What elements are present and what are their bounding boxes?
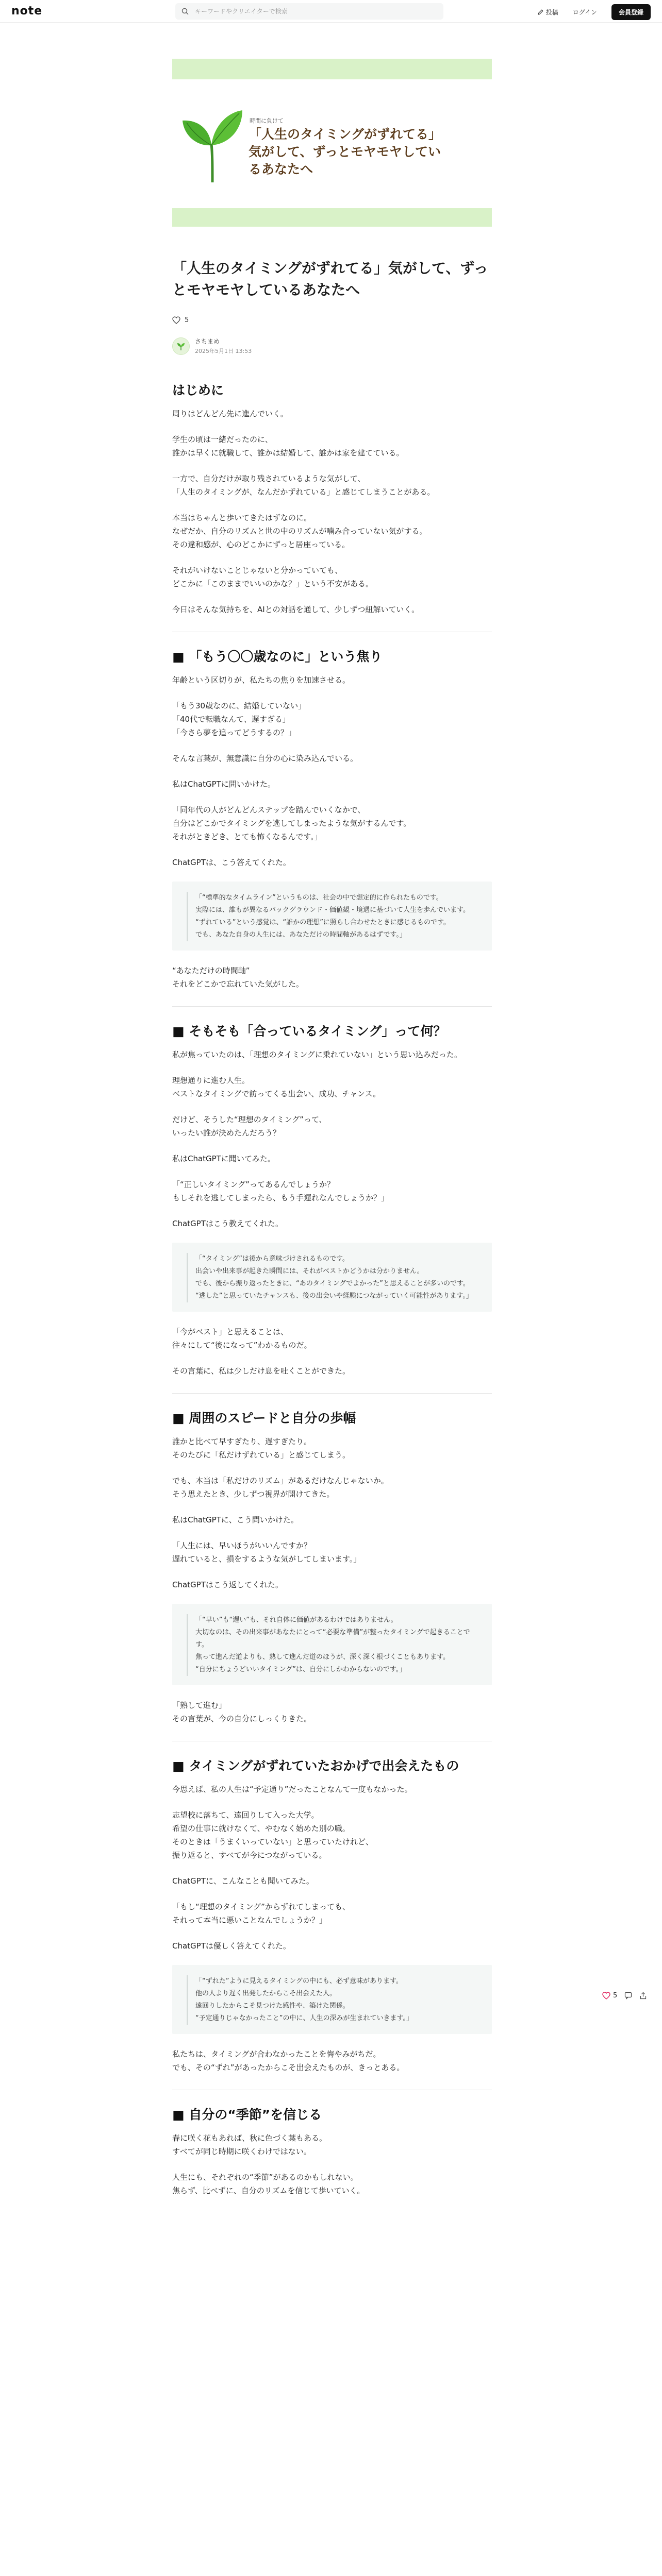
paragraph-line: そう思えたとき、少しずつ視界が開けてきた。 bbox=[172, 1489, 335, 1499]
paragraph-line: そのたびに「私だけずれている」と感じてしまう。 bbox=[172, 1450, 351, 1460]
paragraph-line: そんな言葉が、無意識に自分の心に染み込んでいる。 bbox=[172, 754, 358, 763]
quote-line: 「“タイミング”は後から意味づけされるものです。 bbox=[195, 1255, 349, 1263]
sprout-avatar-icon bbox=[176, 342, 186, 351]
note-logo[interactable]: note bbox=[11, 5, 43, 18]
paragraph bbox=[172, 433, 492, 460]
signup-button[interactable]: 会員登録 bbox=[611, 4, 651, 20]
paragraph-line: どこかに「このままでいいのかな？」という不安がある。 bbox=[172, 579, 374, 588]
paragraph bbox=[172, 673, 492, 687]
paragraph bbox=[172, 1539, 492, 1566]
paragraph-line: 「今がベスト」と思えることは、 bbox=[172, 1327, 289, 1336]
paragraph bbox=[172, 1325, 492, 1352]
paragraph bbox=[172, 1074, 492, 1100]
paragraph-line: “あなただけの時間軸” bbox=[172, 966, 250, 975]
paragraph-line: 人生にも、それぞれの“季節”があるのかもしれない。 bbox=[172, 2173, 358, 2182]
paragraph bbox=[172, 1808, 492, 1862]
paragraph-line: 「40代で転職なんて、遅すぎる」 bbox=[172, 715, 290, 724]
paragraph-line: それがときどき、とても怖くなるんです。」 bbox=[172, 832, 322, 841]
section-heading: ■ 自分の“季節”を信じる bbox=[172, 2107, 322, 2122]
section-heading: ■ そもそも「合っているタイミング」って何？ bbox=[172, 1024, 446, 1039]
paragraph-line: そのときは「うまくいっていない」と思っていたけれど、 bbox=[172, 1837, 374, 1846]
ai-quote-block bbox=[172, 1243, 492, 1312]
paragraph-line: 志望校に落ちて、遠回りして入った大学。 bbox=[172, 1810, 319, 1820]
share-icon[interactable] bbox=[639, 1992, 647, 1999]
author-info[interactable] bbox=[172, 337, 252, 355]
quote-line: “自分にちょうどいいタイミング”は、自分にしかわからないのです。」 bbox=[195, 1666, 406, 1673]
paragraph bbox=[172, 1152, 492, 1165]
search-input[interactable] bbox=[194, 7, 423, 15]
paragraph-line: その言葉が、今の自分にしっくりきた。 bbox=[172, 1714, 312, 1723]
hero-quote-line: るあなたへ bbox=[249, 161, 313, 177]
quote-line: 「“早い”も“遅い”も、それ自体に価値があるわけではありません。 bbox=[195, 1616, 398, 1624]
paragraph-line: 年齢という区切りが、私たちの焦りを加速させる。 bbox=[172, 675, 351, 685]
paragraph bbox=[172, 472, 492, 499]
quote-line: 出会いや出来事が起きた瞬間には、それがベストかどうかは分かりません。 bbox=[195, 1267, 424, 1275]
paragraph-line: その言葉に、私は少しだけ息を吐くことができた。 bbox=[172, 1366, 351, 1376]
paragraph-line: それをどこかで忘れていた気がした。 bbox=[172, 979, 304, 989]
paragraph bbox=[172, 1113, 492, 1140]
quote-line: 「“ずれた”ように見えるタイミングの中にも、必ず意味があります。 bbox=[195, 1977, 403, 1985]
section-heading: はじめに bbox=[172, 383, 224, 398]
paragraph-line: 「同年代の人がどんどんステップを踏んでいくなかで、 bbox=[172, 805, 366, 815]
paragraph bbox=[172, 1578, 492, 1591]
blockquote bbox=[187, 1975, 477, 2025]
paragraph bbox=[172, 1874, 492, 1888]
paragraph-line: 希望の仕事に就けなくて、やむなく始めた別の職。 bbox=[172, 1824, 350, 1833]
paragraph-line: 自分はどこかでタイミングを逃してしまったような気がするんです。 bbox=[172, 819, 411, 828]
quote-line: “予定通りじゃなかったこと”の中に、人生の深みが生まれていきます。」 bbox=[195, 2014, 413, 2022]
like-count: 5 bbox=[185, 316, 189, 324]
paragraph-line: 誰かと比べて早すぎたり、遅すぎたり。 bbox=[172, 1437, 312, 1446]
paragraph-line: 「人生のタイミングが、なんだかずれている」と感じてしまうことがある。 bbox=[172, 487, 435, 497]
post-label: 投稿 bbox=[545, 9, 558, 16]
paragraph-line: 春に咲く花もあれば、秋に色づく葉もある。 bbox=[172, 2133, 327, 2143]
hero-top-band bbox=[172, 59, 492, 79]
like-button[interactable] bbox=[172, 316, 189, 324]
paragraph bbox=[172, 777, 492, 791]
blockquote bbox=[187, 1253, 477, 1302]
section-heading: ■ 「もう〇〇歳なのに」という焦り bbox=[172, 649, 383, 664]
paragraph bbox=[172, 699, 492, 739]
hero-quote-line: 「人生のタイミングがずれてる」 bbox=[249, 127, 442, 142]
blockquote bbox=[187, 892, 477, 941]
paragraph-line: もしそれを逃してしまったら、もう手遅れなんでしょうか？」 bbox=[172, 1193, 389, 1202]
paragraph-line: 「今さら夢を追ってどうするの？」 bbox=[172, 728, 296, 737]
login-button[interactable]: ログイン bbox=[566, 5, 604, 20]
quote-line: 大切なのは、その出来事があなたにとって“必要な準備”が整ったタイミングで起きることです。 bbox=[195, 1629, 470, 1649]
paragraph-line: 一方で、自分だけが取り残されているような気がして、 bbox=[172, 474, 366, 483]
ai-quote-block bbox=[172, 1604, 492, 1685]
post-button[interactable] bbox=[537, 8, 558, 16]
paragraph-line: 周りはどんどん先に進んでいく。 bbox=[172, 409, 288, 418]
paragraph-line: それって本当に悪いことなんでしょうか？」 bbox=[172, 1916, 327, 1925]
paragraph bbox=[172, 1364, 492, 1378]
pencil-icon bbox=[537, 9, 544, 15]
paragraph-line: 私が焦っていたのは、「理想のタイミングに乗れていない」という思い込みだった。 bbox=[172, 1050, 462, 1059]
sprout-icon bbox=[181, 105, 243, 182]
paragraph bbox=[172, 1048, 492, 1061]
paragraph-line: 私はChatGPTに聞いてみた。 bbox=[172, 1154, 275, 1163]
comment-icon[interactable] bbox=[624, 1992, 632, 1999]
float-like-button[interactable] bbox=[602, 1992, 617, 1999]
paragraph-line: 学生の頃は一緒だったのに、 bbox=[172, 435, 273, 444]
quote-line: でも、あなた自身の人生には、あなただけの時間軸があるはずです。」 bbox=[195, 931, 406, 939]
paragraph-line: その違和感が、心のどこかにずっと居座っている。 bbox=[172, 540, 350, 549]
quote-line: “ずれている”という感覚は、“誰かの理想”に照らし合わせたときに感じるものです。 bbox=[195, 919, 450, 926]
paragraph-line: いったい誰が決めたんだろう？ bbox=[172, 1128, 281, 1138]
hero-quote bbox=[249, 126, 483, 178]
hero-quote-line: 気がして、ずっとモヤモヤしてい bbox=[249, 144, 441, 159]
paragraph-line: ベストなタイミングで訪ってくる出会い、成功、チャンス。 bbox=[172, 1089, 380, 1098]
article-title: 「人生のタイミングがずれてる」気がして、ずっとモヤモヤしているあなたへ bbox=[172, 260, 488, 298]
paragraph-line: すべてが同じ時期に咲くわけではない。 bbox=[172, 2147, 311, 2156]
paragraph bbox=[172, 564, 492, 590]
paragraph-line: 理想通りに進む人生。 bbox=[172, 1076, 250, 1085]
paragraph-line: でも、その“ずれ”があったからこそ出会えたものが、きっとある。 bbox=[172, 2063, 405, 2072]
avatar[interactable] bbox=[172, 337, 190, 355]
paragraph-line: でも、本当は「私だけのリズム」があるだけなんじゃないか。 bbox=[172, 1476, 389, 1485]
quote-line: “逃した”と思っていたチャンスも、後の出会いや経験につながっていく可能性があります。」 bbox=[195, 1292, 473, 1300]
paragraph bbox=[172, 1900, 492, 1927]
ai-quote-block bbox=[172, 882, 492, 951]
paragraph-line: 本当はちゃんと歩いてきたはずなのに。 bbox=[172, 513, 312, 522]
ai-quote-block bbox=[172, 1965, 492, 2034]
paragraph-line: ChatGPTはこう返してくれた。 bbox=[172, 1580, 283, 1589]
hero-bottom-band bbox=[172, 208, 492, 227]
paragraph bbox=[172, 964, 492, 991]
paragraph-line: ChatGPTに、こんなことも聞いてみた。 bbox=[172, 1876, 314, 1886]
paragraph bbox=[172, 1217, 492, 1230]
paragraph-line: ChatGPTは優しく答えてくれた。 bbox=[172, 1941, 291, 1951]
paragraph-line: 今日はそんな気持ちを、AIとの対話を通して、少しずつ紐解いていく。 bbox=[172, 605, 420, 614]
search-icon bbox=[181, 8, 189, 15]
paragraph bbox=[172, 2131, 492, 2158]
paragraph-line: だけど、そうした“理想のタイミング”って、 bbox=[172, 1115, 327, 1124]
quote-line: 他の人より遅く出発したからこそ出会えた人。 bbox=[195, 1990, 337, 1997]
paragraph bbox=[172, 1939, 492, 1953]
paragraph bbox=[172, 752, 492, 765]
paragraph-line: 私はChatGPTに、こう問いかけた。 bbox=[172, 1515, 299, 1524]
section-heading: ■ タイミングがずれていたおかげで出会えたもの bbox=[172, 1758, 459, 1773]
paragraph bbox=[172, 1435, 492, 1462]
float-like-count: 5 bbox=[613, 1992, 618, 1999]
heart-icon bbox=[602, 1992, 610, 1999]
paragraph bbox=[172, 1178, 492, 1205]
header-image bbox=[172, 59, 492, 227]
paragraph bbox=[172, 2047, 492, 2074]
paragraph-line: 「人生には、早いほうがいいんですか？ bbox=[172, 1541, 312, 1550]
paragraph-line: 焦らず、比べずに、自分のリズムを信じて歩いていく。 bbox=[172, 2186, 365, 2195]
heart-icon bbox=[172, 316, 180, 324]
paragraph-line: 遅れていると、損をするような気がしてしまいます。」 bbox=[172, 1554, 361, 1564]
paragraph bbox=[172, 803, 492, 843]
paragraph bbox=[172, 1474, 492, 1501]
section-divider bbox=[172, 1393, 492, 1394]
paragraph-line: 「熟して進む」 bbox=[172, 1701, 227, 1710]
paragraph-line: 今思えば、私の人生は“予定通り”だったことなんて一度もなかった。 bbox=[172, 1785, 412, 1794]
paragraph-line: 往々にして“後になって”わかるものだ。 bbox=[172, 1341, 312, 1350]
author-name[interactable]: さちまめ bbox=[195, 338, 220, 345]
quote-line: でも、後から振り返ったときに、“あのタイミングでよかった”と思えることが多いのです。 bbox=[195, 1280, 470, 1287]
hero-caption: 時間に負けて bbox=[250, 117, 284, 124]
paragraph-line: なぜだか、自分のリズムと世の中のリズムが噛み合っていない気がする。 bbox=[172, 527, 427, 536]
paragraph bbox=[172, 1513, 492, 1527]
paragraph bbox=[172, 1783, 492, 1796]
paragraph-line: 「“正しいタイミング”ってあるんでしょうか？ bbox=[172, 1180, 335, 1189]
article-body bbox=[172, 381, 492, 2210]
top-navigation-bar bbox=[0, 0, 662, 23]
paragraph-line: 「もし“理想のタイミング”からずれてしまっても、 bbox=[172, 1902, 350, 1911]
paragraph-line: 振り返ると、すべてが今につながっている。 bbox=[172, 1851, 327, 1860]
paragraph bbox=[172, 2171, 492, 2197]
paragraph-line: ChatGPTは、こう答えてくれた。 bbox=[172, 858, 291, 867]
search-box[interactable] bbox=[175, 3, 443, 20]
quote-line: 「“標準的なタイムライン”というものは、社会の中で想定的に作られたものです。 bbox=[195, 894, 443, 902]
quote-line: 遠回りしたからこそ見つけた感性や、築けた関係。 bbox=[195, 2002, 350, 2010]
section-divider bbox=[172, 1006, 492, 1007]
blockquote bbox=[187, 1614, 477, 1676]
paragraph-line: 私はChatGPTに問いかけた。 bbox=[172, 779, 275, 789]
paragraph bbox=[172, 511, 492, 551]
section-heading: ■ 周囲のスピードと自分の歩幅 bbox=[172, 1411, 356, 1426]
paragraph bbox=[172, 407, 492, 420]
paragraph bbox=[172, 1699, 492, 1725]
paragraph-line: 私たちは、タイミングが合わなかったことを悔やみがちだ。 bbox=[172, 2049, 381, 2059]
publish-date: 2025年5月1日 13:53 bbox=[195, 348, 252, 354]
paragraph bbox=[172, 856, 492, 869]
paragraph-line: それがいけないことじゃないと分かっていても、 bbox=[172, 566, 343, 575]
floating-action-bar bbox=[602, 1992, 647, 1999]
quote-line: 実際には、誰もが異なるバックグラウンド・価値観・境遇に基づいて人生を歩んでいます。 bbox=[195, 906, 470, 914]
quote-line: 焦って進んだ道よりも、熟して進んだ道のほうが、深く深く根づくこともあります。 bbox=[195, 1653, 450, 1661]
paragraph-line: 「もう30歳なのに、結婚していない」 bbox=[172, 701, 306, 710]
paragraph-line: ChatGPTはこう教えてくれた。 bbox=[172, 1219, 283, 1228]
header-actions bbox=[537, 4, 651, 20]
paragraph-line: 誰かは早くに就職して、誰かは結婚して、誰かは家を建てている。 bbox=[172, 448, 404, 457]
paragraph bbox=[172, 603, 492, 616]
